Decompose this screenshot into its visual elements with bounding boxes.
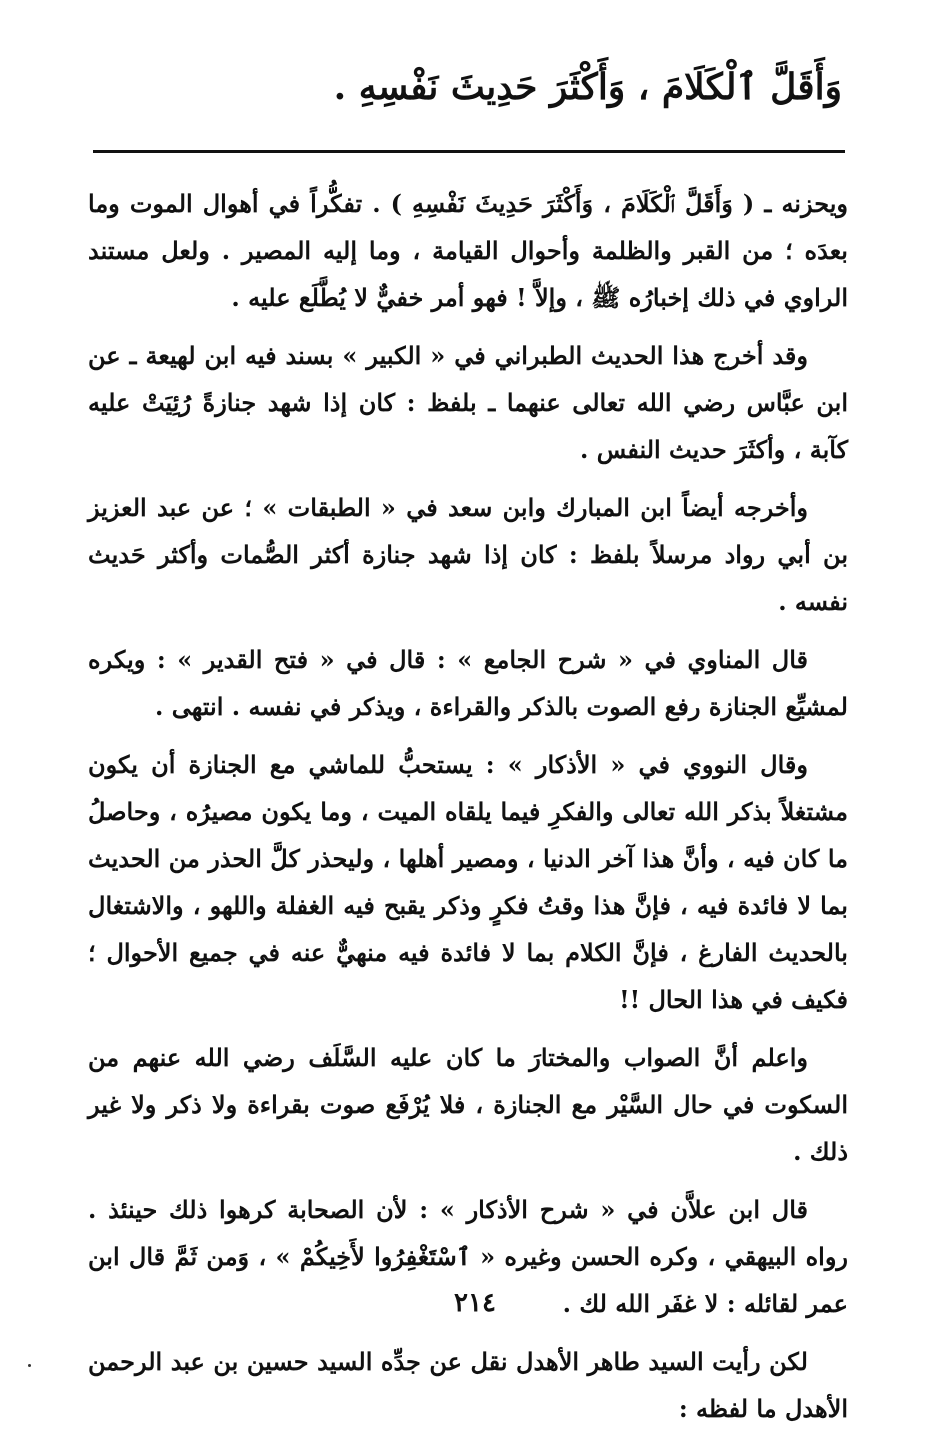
paragraph-2: وقد أخرج هذا الحديث الطبراني في « الكبير » بسند فيه ابن لهيعة ـ عن ابن عبَّاس رضي الله تعالى عنهما ـ بلفظ : كان إذا شهد جنازةً رُئِيَتْ عليه كآبة ، وأكثَرَ حديث النفس .	[88, 341, 848, 464]
paragraph-1: ويحزنه ـ ( وَأَقَلَّ ٱلْكَلَامَ ، وَأَكْثَرَ حَدِيثَ نَفْسِهِ ) . تفكُّراً في أهوال الموت وما بعدَه ؛ من القبر والظلمة وأحوال القيامة ، وما إليه المصير . ولعل مستند الراوي في ذلك إخبارُه ﷺ ، وإلاَّ ! فهو أمر خفيٌّ لا يُطَّلَع عليه .	[88, 189, 848, 312]
page-number: ٢١٤	[454, 1288, 496, 1318]
header-divider	[93, 150, 845, 153]
paragraph-3: وأخرجه أيضاً ابن المبارك وابن سعد في « الطبقات » ؛ عن عبد العزيز بن أبي رواد مرسلاً بلفظ : كان إذا شهد جنازة أكثر الصُّمات وأكثر حَديث نفسه .	[88, 493, 848, 616]
paragraph-8: لكن رأيت السيد طاهر الأهدل نقل عن جدِّه السيد حسين بن عبد الرحمن الأهدل ما لفظه :	[88, 1347, 848, 1423]
paragraph-4: قال المناوي في « شرح الجامع » : قال في « فتح القدير » : ويكره لمشيِّع الجنازة رفع الصوت بالذكر والقراءة ، ويذكر في نفسه . انتهى .	[88, 645, 848, 721]
scan-speck	[28, 1364, 31, 1367]
paragraph-6: واعلم أنَّ الصواب والمختارَ ما كان عليه السَّلَف رضي الله عنهم من السكوت في حال السَّيْر مع الجنازة ، فلا يُرْفَع صوت بقراءة ولا ذكر ولا غير ذلك .	[88, 1043, 848, 1166]
header-verse: وَأَقَلَّ ٱلْكَلَامَ ، وَأَكْثَرَ حَدِيثَ نَفْسِهِ .	[333, 66, 842, 108]
paragraph-5: وقال النووي في « الأذكار » : يستحبُّ للماشي مع الجنازة أن يكون مشتغلاً بذكر الله تعالى والفكرِ فيما يلقاه الميت ، وما يكون مصيرُه ، وحاصلُ ما كان فيه ، وأنَّ هذا آخر الدنيا ، ومصير أهلها ، وليحذر كلَّ الحذر من الحديث بما لا فائدة فيه ، فإنَّ هذا وقتُ فكرٍ وذكر يقبح فيه الغفلة واللهو ، والاشتغال بالحديث الفارغ ، فإنَّ الكلام بما لا فائدة فيه منهيٌّ عنه في جميع الأحوال ؛ فكيف في هذا الحال !!	[88, 750, 848, 1014]
body-text	[88, 180, 848, 1443]
paragraph-7: قال ابن علاَّن في « شرح الأذكار » : لأن الصحابة كرهوا ذلك حينئذ . رواه البيهقي ، وكره الحسن وغيره « ٱسْتَغْفِرُوا لأَخِيكُمْ » ، وَمن ثَمَّ قال ابن عمر لقائله : لا غفَر الله لك .	[88, 1195, 848, 1318]
